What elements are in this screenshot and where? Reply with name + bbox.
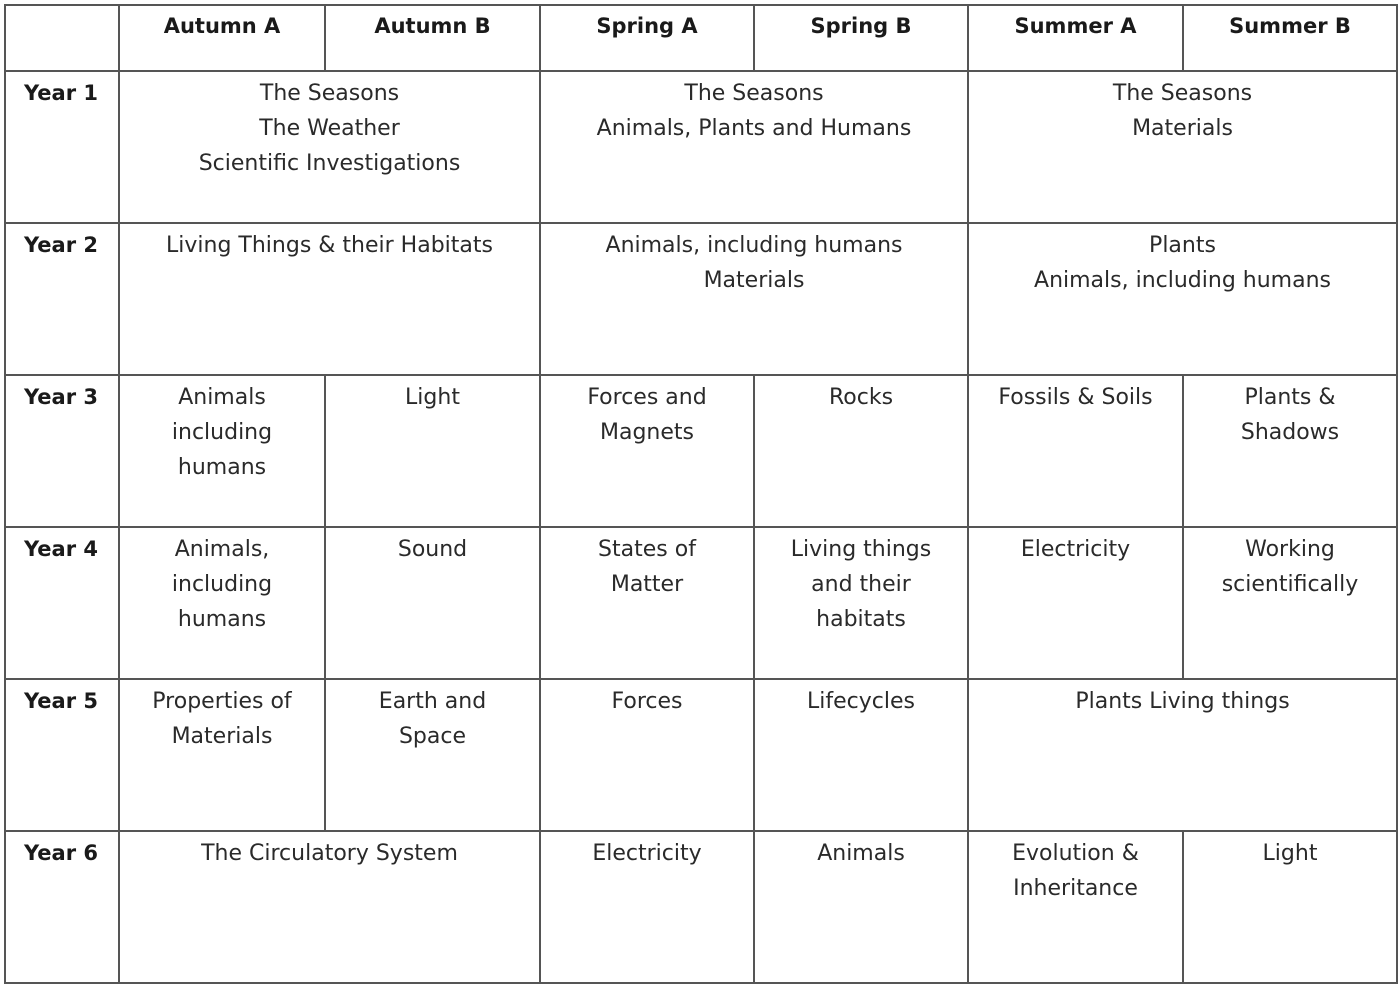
term-header-summer-a: Summer A — [968, 5, 1183, 71]
topic-cell — [1183, 527, 1397, 679]
topic-line: Sound — [397, 537, 468, 562]
topic-line: Forces — [611, 689, 683, 714]
topic-line: Lifecycles — [807, 689, 915, 714]
topic-line: humans — [177, 607, 267, 632]
topic-line: The Circulatory System — [201, 841, 458, 866]
topic-cell — [325, 679, 540, 831]
year-label: Year 4 — [5, 527, 119, 679]
topic-cell — [968, 831, 1183, 983]
topic-line: Living things — [790, 537, 932, 562]
term-header-autumn-a: Autumn A — [119, 5, 325, 71]
topic-line: Animals, — [174, 537, 270, 562]
topic-line: scientifically — [1221, 572, 1359, 597]
topic-line: Plants & — [1244, 385, 1336, 410]
topic-line: Working — [1245, 537, 1335, 562]
topic-line: Living Things & their Habitats — [166, 233, 493, 258]
topic-line: States of — [598, 537, 696, 562]
header-row — [5, 5, 1397, 71]
topic-line: The Weather — [259, 116, 400, 141]
topic-line: Materials — [703, 268, 805, 293]
topic-line: Earth and — [378, 689, 487, 714]
year-label: Year 6 — [5, 831, 119, 983]
corner-cell — [5, 5, 119, 71]
term-header-autumn-b: Autumn B — [325, 5, 540, 71]
topic-cell — [754, 527, 968, 679]
topic-line: Materials — [1132, 116, 1233, 141]
topic-cell — [968, 223, 1397, 375]
topic-cell — [119, 375, 325, 527]
topic-line: Electricity — [592, 841, 702, 866]
topic-line: Rocks — [828, 385, 894, 410]
topic-line: Space — [398, 724, 467, 749]
topic-line: Inheritance — [1013, 876, 1138, 901]
year-row — [5, 527, 1397, 679]
topic-line: humans — [177, 455, 267, 480]
topic-line: Light — [405, 385, 460, 410]
year-label: Year 5 — [5, 679, 119, 831]
term-header-summer-b: Summer B — [1183, 5, 1397, 71]
topic-line: Magnets — [600, 420, 694, 445]
term-header-spring-b: Spring B — [754, 5, 968, 71]
topic-cell — [754, 679, 968, 831]
topic-cell — [119, 831, 540, 983]
topic-cell — [1183, 831, 1397, 983]
year-row — [5, 375, 1397, 527]
topic-cell — [119, 71, 540, 223]
year-label: Year 3 — [5, 375, 119, 527]
topic-line: including — [171, 572, 273, 597]
topic-line: Animals — [178, 385, 266, 410]
topic-cell — [540, 375, 754, 527]
topic-line: and their — [811, 572, 911, 597]
topic-line: including — [171, 420, 273, 445]
topic-line: Light — [1262, 841, 1318, 866]
year-label: Year 1 — [5, 71, 119, 223]
topic-line: Animals — [817, 841, 905, 866]
topic-cell — [119, 527, 325, 679]
year-label: Year 2 — [5, 223, 119, 375]
topic-line: Fossils & Soils — [998, 385, 1153, 410]
topic-line: Matter — [610, 572, 684, 597]
topic-line: Plants Living things — [1075, 689, 1290, 714]
topic-cell — [968, 679, 1397, 831]
topic-line: habitats — [816, 607, 906, 632]
year-row — [5, 71, 1397, 223]
term-header-spring-a: Spring A — [540, 5, 754, 71]
topic-cell — [540, 831, 754, 983]
topic-cell — [754, 375, 968, 527]
topic-cell — [540, 527, 754, 679]
year-row — [5, 223, 1397, 375]
topic-cell — [1183, 375, 1397, 527]
topic-line: Evolution & — [1012, 841, 1139, 866]
topic-cell — [325, 527, 540, 679]
topic-cell — [119, 679, 325, 831]
topic-cell — [968, 71, 1397, 223]
topic-cell — [325, 375, 540, 527]
topic-line: Scientific Investigations — [198, 151, 461, 176]
topic-line: Plants — [1149, 233, 1216, 258]
topic-cell — [119, 223, 540, 375]
topic-line: Shadows — [1240, 420, 1340, 445]
topic-line: Properties of — [152, 689, 292, 714]
topic-line: Animals, including humans — [605, 233, 903, 258]
topic-line: The Seasons — [259, 81, 400, 106]
topic-cell — [754, 831, 968, 983]
topic-line: The Seasons — [684, 81, 824, 106]
curriculum-table-body — [5, 5, 1397, 983]
topic-line: Electricity — [1020, 537, 1131, 562]
year-row — [5, 679, 1397, 831]
curriculum-table — [4, 4, 1398, 984]
year-row — [5, 831, 1397, 983]
topic-cell — [540, 71, 968, 223]
topic-cell — [968, 527, 1183, 679]
topic-line: The Seasons — [1112, 81, 1253, 106]
topic-cell — [968, 375, 1183, 527]
topic-line: Forces and — [587, 385, 707, 410]
topic-line: Materials — [171, 724, 273, 749]
topic-line: Animals, Plants and Humans — [596, 116, 912, 141]
topic-cell — [540, 679, 754, 831]
topic-cell — [540, 223, 968, 375]
topic-line: Animals, including humans — [1034, 268, 1331, 293]
